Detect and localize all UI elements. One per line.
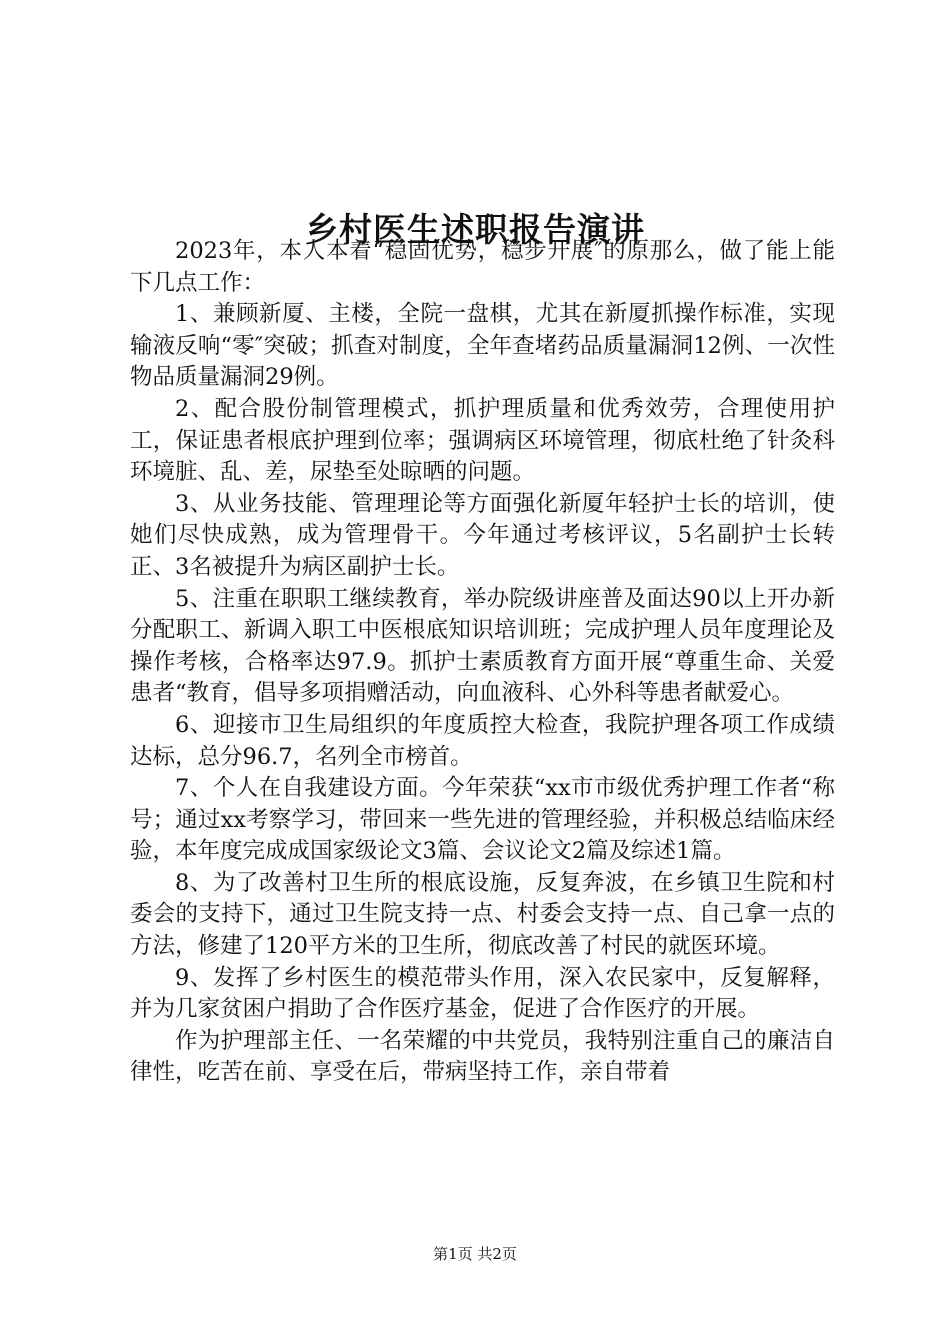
paragraph-intro: 2023年，本人本着“稳固优势，稳步开展″的原那么，做了能上能下几点工作： [130,238,835,296]
page-footer: 第1页 共2页 [433,1245,517,1263]
paragraph-item-5: 5、注重在职职工继续教育，举办院级讲座普及面达90以上开办新分配职工、新调入职工中医根底知识培训班；完成护理人员年度理论及操作考核，合格率达97.9。抓护士素质教育方面开展“尊重生命、关爱患者“教育，倡导多项捐赠活动，向血液科、心外科等患者献爱心。 [130,585,835,707]
paragraph-item-7: 7、个人在自我建设方面。今年荣获“xx市市级优秀护理工作者“称号；通过xx考察学习，带回来一些先进的管理经验，并积极总结临床经验，本年度完成成国家级论文3篇、会议论文2篇及综述1篇。 [130,775,835,865]
paragraph-closing: 作为护理部主任、一名荣耀的中共党员，我特别注重自己的廉洁自律性，吃苦在前、享受在后，带病坚持工作，亲自带着 [130,1027,835,1086]
paragraph-item-8: 8、为了改善村卫生所的根底设施，反复奔波，在乡镇卫生院和村委会的支持下，通过卫生院支持一点、村委会支持一点、自己拿一点的方法，修建了120平方米的卫生所，彻底改善了村民的就医环境。 [130,869,835,960]
paragraph-item-6: 6、迎接市卫生局组织的年度质控大检查，我院护理各项工作成绩达标，总分96.7，名列全市榜首。 [130,711,835,770]
paragraph-item-9: 9、发挥了乡村医生的模范带头作用，深入农民家中，反复解释，并为几家贫困户捐助了合作医疗基金，促进了合作医疗的开展。 [130,964,835,1023]
document-body [130,236,835,1089]
paragraph-item-1: 1、兼顾新厦、主楼，全院一盘棋，尤其在新厦抓操作标准，实现输液反响“零″突破；抓查对制度，全年查堵药品质量漏洞12例、一次性物品质量漏洞29例。 [130,301,835,391]
document-title: 乡村医生述职报告演讲 [305,210,645,250]
paragraph-item-3: 3、从业务技能、管理理论等方面强化新厦年轻护士长的培训，使她们尽快成熟，成为管理骨干。今年通过考核评议，5名副护士长转正、3名被提升为病区副护士长。 [130,490,835,580]
paragraph-item-2: 2、配合股份制管理模式，抓护理质量和优秀效劳，合理使用护工，保证患者根底护理到位率；强调病区环境管理，彻底杜绝了针灸科环境脏、乱、差，尿垫至处晾晒的问题。 [130,395,835,486]
